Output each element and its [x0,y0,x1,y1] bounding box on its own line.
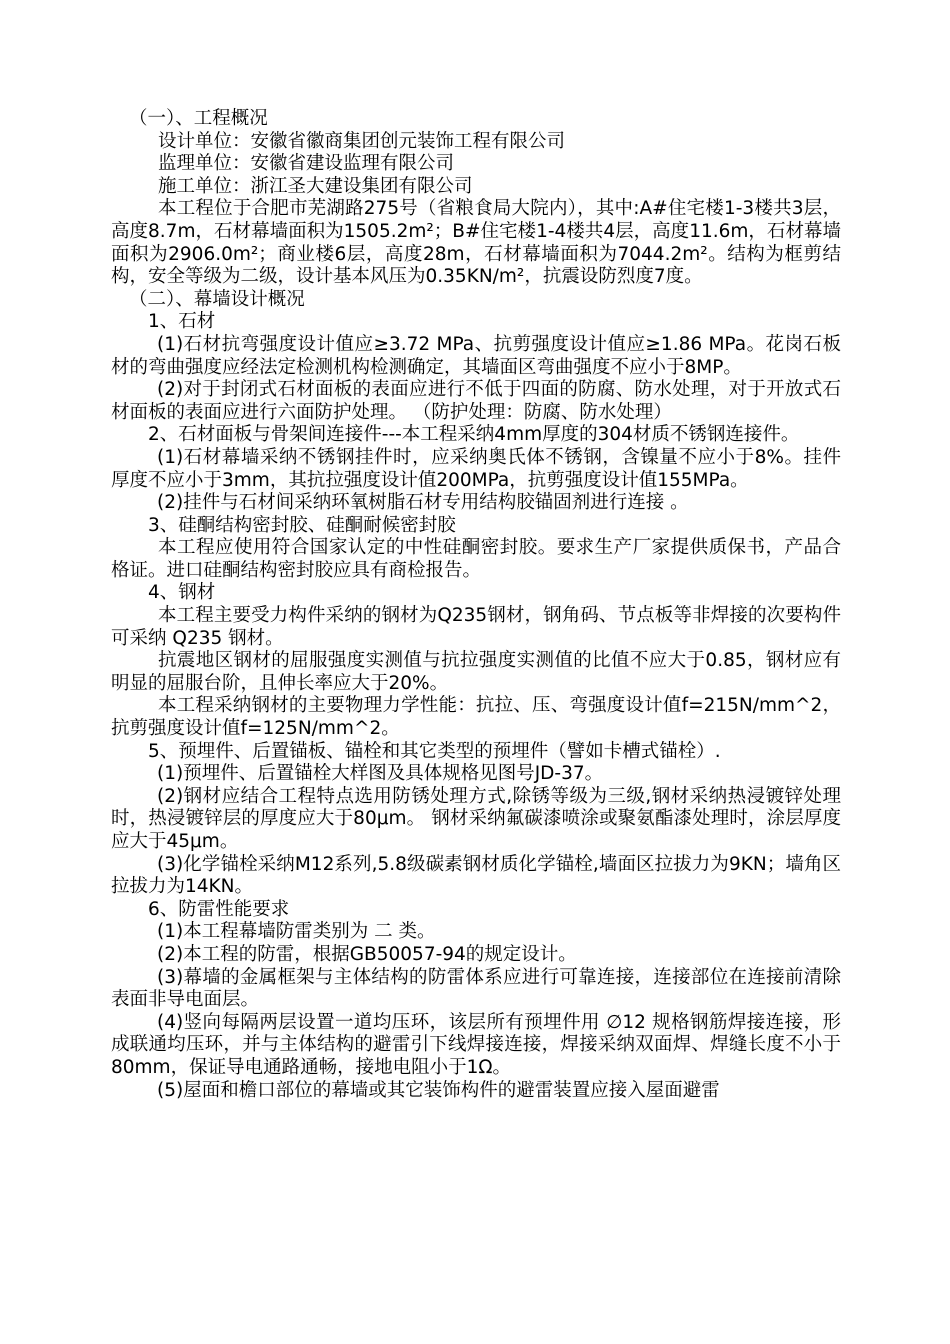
subheading-connectors: 2、石材面板与骨架间连接件---本工程采纳4mm厚度的304材质不锈钢连接件。 [148,424,800,446]
section-heading-curtain-wall-design: （二）、幕墙设计概况 [129,288,305,310]
steel-paragraph-3: 本工程采纳钢材的主要物理力学性能：抗拉、压、弯强度设计值f=215N/mm^2，抗剪强度设计值f=125N/mm^2。 [111,695,841,740]
subheading-steel: 4、钢材 [148,582,216,604]
connector-item-1: (1)石材幕墙采纳不锈钢挂件时，应采纳奥氏体不锈钢，含镍量不应小于8%。挂件厚度不应小于3mm，其抗拉强度设计值200MPa，抗剪强度设计值155MPa。 [111,446,841,491]
subheading-stone: 1、石材 [148,311,216,333]
sealant-paragraph: 本工程应使用符合国家认定的中性硅酮密封胶。要求生产厂家提供质保书，产品合格证。进口硅酮结构密封胶应具有商检报告。 [111,537,841,581]
subheading-sealant: 3、硅酮结构密封胶、硅酮耐候密封胶 [148,514,456,536]
lightning-item-4: (4)竖向每隔两层设置一道均压环，该层所有预埋件用 ∅12 规格钢筋焊接连接，形成联通均压环，并与主体结构的避雷引下线焊接连接，焊接采纳双面焊、焊缝长度不小于80mm，保证导电通路通畅，接地电阻小于1Ω。 [111,1011,841,1078]
subheading-embedded-parts: 5、预埋件、后置锚板、锚栓和其它类型的预埋件（譬如卡槽式锚栓）. [148,740,721,762]
document-page [111,108,841,1102]
section-heading-project-overview: （一）、工程概况 [129,108,268,129]
connector-item-2: (2)挂件与石材间采纳环氧树脂石材专用结构胶锚固剂进行连接 。 [157,492,689,514]
embedded-item-2: (2)钢材应结合工程特点选用防锈处理方式,除锈等级为三级,钢材采纳热浸镀锌处理时，热浸镀锌层的厚度应大于80μm。 钢材采纳氟碳漆喷涂或聚氨酯漆处理时，涂层厚度应大于45μm。 [111,785,841,852]
embedded-item-1: (1)预埋件、后置锚栓大样图及具体规格见图号JD-37。 [157,763,604,785]
lightning-item-5: (5)屋面和檐口部位的幕墙或其它装饰构件的避雷装置应接入屋面避雷 [157,1079,720,1101]
subheading-lightning: 6、防雷性能要求 [148,898,290,920]
stone-item-2: (2)对于封闭式石材面板的表面应进行不低于四面的防腐、防水处理，对于开放式石材面板的表面应进行六面防护处理。 （防护处理：防腐、防水处理） [111,379,841,423]
supervision-unit-line: 监理单位：安徽省建设监理有限公司 [158,153,455,175]
project-description-paragraph: 本工程位于合肥市芜湖路275号（省粮食局大院内），其中:A#住宅楼1-3楼共3层，高度8.7m，石材幕墙面积为1505.2m²；B#住宅楼1-4楼共4层，高度11.6m，石材幕墙面积为2906.0m²；商业楼6层，高度28m，石材幕墙面积为7044.2m²。结构为框剪结构，安全等级为二级，设计基本风压为0.35KN/m²，抗震设防烈度7度。 [111,198,841,288]
construction-unit-line: 施工单位：浙江圣大建设集团有限公司 [158,175,473,197]
lightning-item-2: (2)本工程的防雷，根据GB50057-94的规定设计。 [157,943,577,965]
lightning-item-1: (1)本工程幕墙防雷类别为 二 类。 [157,921,436,943]
steel-paragraph-1: 本工程主要受力构件采纳的钢材为Q235钢材，钢角码、节点板等非焊接的次要构件可采纳 Q235 钢材。 [111,605,841,649]
stone-item-1: (1)石材抗弯强度设计值应≥3.72 MPa、抗剪强度设计值应≥1.86 MPa。花岗石板材的弯曲强度应经法定检测机构检测确定，其墙面区弯曲强度不应小于8MP。 [111,333,841,378]
lightning-item-3: (3)幕墙的金属框架与主体结构的防雷体系应进行可靠连接，连接部位在连接前清除表面非导电面层。 [111,966,841,1011]
embedded-item-3: (3)化学锚栓采纳M12系列,5.8级碳素钢材质化学锚栓,墙面区拉拔力为9KN；墙角区拉拔力为14KN。 [111,853,841,898]
design-unit-line: 设计单位：安徽省徽商集团创元装饰工程有限公司 [158,130,566,152]
steel-paragraph-2: 抗震地区钢材的屈服强度实测值与抗拉强度实测值的比值不应大于0.85，钢材应有明显的屈服台阶，且伸长率应大于20%。 [111,650,841,694]
